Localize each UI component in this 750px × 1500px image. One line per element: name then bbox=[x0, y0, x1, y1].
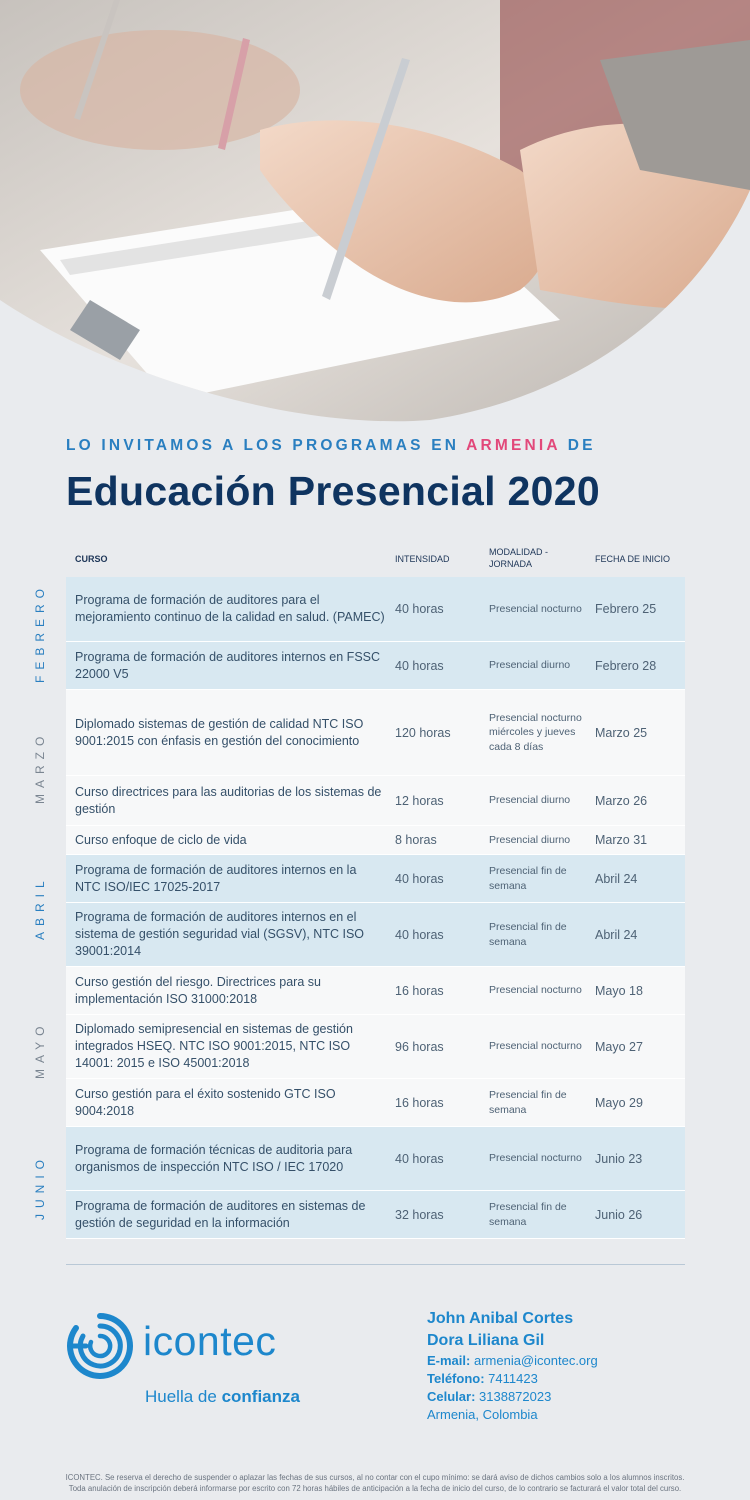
cell-intensidad: 16 horas bbox=[395, 1095, 444, 1110]
cell-modalidad: Presencial diurno bbox=[489, 794, 571, 807]
header-intensidad: INTENSIDAD bbox=[395, 554, 450, 564]
contact-phone-line bbox=[427, 1370, 598, 1388]
table-row bbox=[66, 577, 685, 642]
table-row bbox=[66, 855, 685, 903]
month-label-febrero: FEBRERO bbox=[33, 583, 47, 684]
cell-fecha: Mayo 18 bbox=[595, 983, 643, 998]
cell-fecha: Marzo 25 bbox=[595, 725, 648, 740]
tagline-bold: confianza bbox=[221, 1387, 300, 1406]
month-label-marzo: MARZO bbox=[33, 730, 47, 805]
table-row bbox=[66, 1015, 685, 1079]
brand-tagline bbox=[145, 1387, 300, 1407]
hero-image bbox=[0, 0, 750, 430]
cell-curso: Programa de formación de auditores internos en FSSC 22000 V5 bbox=[75, 649, 381, 681]
cell-intensidad: 40 horas bbox=[395, 927, 444, 942]
contact-location: Armenia, Colombia bbox=[427, 1407, 538, 1422]
invite-line bbox=[66, 437, 596, 455]
contact-name-2: Dora Liliana Gil bbox=[427, 1332, 545, 1349]
table-row bbox=[66, 967, 685, 1015]
month-label-mayo: MAYO bbox=[33, 1020, 47, 1080]
cell-modalidad: Presencial fin de semana bbox=[489, 1089, 567, 1116]
cell-intensidad: 8 horas bbox=[395, 833, 437, 847]
cell-label: Celular: bbox=[427, 1389, 476, 1404]
cell-curso: Programa de formación de auditores internos en la NTC ISO/IEC 17025-2017 bbox=[75, 862, 357, 894]
cell-intensidad: 96 horas bbox=[395, 1039, 444, 1054]
phone-label: Teléfono: bbox=[427, 1371, 485, 1386]
contact-cell-line bbox=[427, 1388, 598, 1406]
cell-modalidad: Presencial fin de semana bbox=[489, 921, 567, 948]
month-label-abril: ABRIL bbox=[33, 875, 47, 940]
cell-value: 3138872023 bbox=[479, 1389, 552, 1404]
table-row bbox=[66, 690, 685, 776]
cell-fecha: Febrero 25 bbox=[595, 602, 657, 616]
table-row bbox=[66, 903, 685, 967]
invite-suffix: DE bbox=[567, 437, 596, 454]
contact-block bbox=[427, 1308, 598, 1424]
cell-modalidad: Presencial fin de semana bbox=[489, 865, 567, 892]
table-row bbox=[66, 826, 685, 855]
month-label-junio: JUNIO bbox=[33, 1154, 47, 1221]
cell-modalidad: Presencial diurno bbox=[489, 659, 571, 672]
email-label: E-mail: bbox=[427, 1353, 471, 1368]
email-link[interactable]: armenia@icontec.org bbox=[473, 1353, 598, 1368]
cell-curso: Curso gestión del riesgo. Directrices para su implementación ISO 31000:2018 bbox=[75, 974, 321, 1006]
cell-modalidad: Presencial fin de semana bbox=[489, 1201, 567, 1228]
cell-intensidad: 40 horas bbox=[395, 602, 444, 616]
cell-intensidad: 120 horas bbox=[395, 725, 451, 740]
cell-intensidad: 40 horas bbox=[395, 658, 444, 673]
legal-notice bbox=[0, 1472, 750, 1494]
cell-fecha: Mayo 27 bbox=[595, 1039, 643, 1054]
cell-fecha: Marzo 26 bbox=[595, 793, 648, 808]
phone-value: 7411423 bbox=[488, 1371, 538, 1386]
legal-line-2: Toda anulación de inscripción deberá informarse por escrito con 72 horas hábiles de anticipación a la fecha de inicio del curso, de lo contrario se facturará el valor total del curso. bbox=[68, 1484, 682, 1493]
contact-name-1: John Anibal Cortes bbox=[427, 1310, 574, 1327]
footer-divider bbox=[66, 1264, 685, 1265]
invite-prefix: LO INVITAMOS A LOS PROGRAMAS EN bbox=[66, 437, 460, 454]
cell-modalidad: Presencial nocturno bbox=[489, 602, 582, 615]
cell-fecha: Abril 24 bbox=[595, 871, 638, 886]
brand-name: icontec bbox=[143, 1318, 277, 1364]
cell-curso: Programa de formación de auditores en sistemas de gestión de seguridad en la información bbox=[75, 1198, 366, 1230]
cell-curso: Curso gestión para el éxito sostenido GTC ISO 9004:2018 bbox=[75, 1086, 336, 1118]
contact-email-line bbox=[427, 1352, 598, 1370]
table-row bbox=[66, 1127, 685, 1191]
cell-intensidad: 16 horas bbox=[395, 983, 444, 998]
cell-modalidad: Presencial nocturno bbox=[489, 1040, 582, 1053]
cell-curso: Programa de formación de auditores internos en el sistema de gestión seguridad vial (SGSV), NTC ISO 39001:2014 bbox=[75, 910, 365, 958]
cell-fecha: Mayo 29 bbox=[595, 1095, 643, 1110]
legal-line-1: ICONTEC. Se reserva el derecho de suspender o aplazar las fechas de sus cursos, al no contar con el cupo mínimo: se dará aviso de dichos cambios solo a los alumnos inscritos. bbox=[65, 1473, 685, 1482]
cell-modalidad: Presencial nocturno bbox=[489, 1152, 582, 1165]
cell-fecha: Abril 24 bbox=[595, 927, 638, 942]
cell-curso: Programa de formación de auditores para el mejoramiento continuo de la calidad en salud. (PAMEC) bbox=[75, 593, 385, 624]
cell-fecha: Junio 26 bbox=[595, 1207, 643, 1222]
header-modalidad: MODALIDAD - JORNADA bbox=[489, 547, 549, 569]
page-title: Educación Presencial 2020 bbox=[66, 468, 600, 514]
cell-modalidad: Presencial diurno bbox=[489, 833, 571, 846]
cell-curso: Diplomado semipresencial en sistemas de gestión integrados HSEQ. NTC ISO 9001:2015, NTC ISO 14001: 2015 e ISO 45001:2018 bbox=[75, 1022, 353, 1070]
table-row bbox=[66, 1191, 685, 1239]
table-row bbox=[66, 642, 685, 690]
table-row bbox=[66, 1079, 685, 1127]
cell-modalidad: Presencial nocturno miércoles y jueves cada 8 días bbox=[489, 711, 582, 753]
cell-intensidad: 40 horas bbox=[395, 871, 444, 886]
cell-intensidad: 32 horas bbox=[395, 1207, 444, 1222]
concentric-circles-logo-icon bbox=[66, 1312, 134, 1385]
cell-curso: Diplomado sistemas de gestión de calidad NTC ISO 9001:2015 con énfasis en gestión del conocimiento bbox=[75, 716, 364, 748]
cell-modalidad: Presencial nocturno bbox=[489, 984, 582, 997]
cell-fecha: Febrero 28 bbox=[595, 658, 657, 673]
cell-fecha: Marzo 31 bbox=[595, 833, 648, 847]
header-fecha: FECHA DE INICIO bbox=[595, 554, 671, 564]
cell-intensidad: 40 horas bbox=[395, 1151, 444, 1166]
cell-curso: Curso directrices para las auditorias de los sistemas de gestión bbox=[75, 784, 382, 816]
table-row bbox=[66, 776, 685, 826]
cell-fecha: Junio 23 bbox=[595, 1151, 643, 1166]
cell-curso: Curso enfoque de ciclo de vida bbox=[75, 832, 247, 847]
header-curso: CURSO bbox=[75, 554, 108, 564]
invite-city: ARMENIA bbox=[466, 437, 561, 454]
cell-intensidad: 12 horas bbox=[395, 793, 444, 808]
cell-curso: Programa de formación técnicas de auditoria para organismos de inspección NTC ISO / IEC 17020 bbox=[75, 1142, 353, 1174]
tagline-prefix: Huella de bbox=[145, 1387, 217, 1406]
